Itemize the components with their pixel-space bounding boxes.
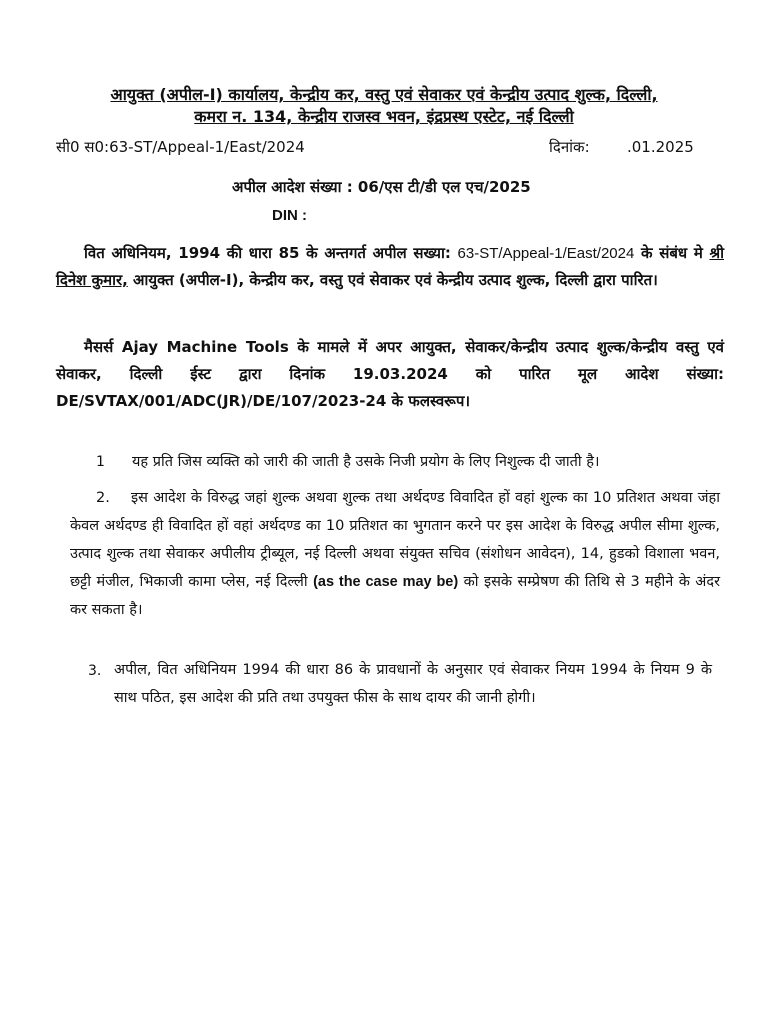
item-2-body [70,484,720,624]
office-header-line-2: कमरा न. 134, केन्द्रीय राजस्व भवन, इंद्रप्रस्थ एस्टेट, नई दिल्ली [194,107,574,126]
case-text: मैसर्स Ajay Machine Tools के मामले में अपर आयुक्त, सेवाकर/केन्द्रीय उत्पाद शुल्क/केन्द्रीय वस्तु एवं सेवाकर, दिल्ली ईस्ट द्वारा दिनांक 19.03.2024 को पारित मूल आदेश संख्या: DE/SVTAX/001/ADC(JR)/DE/107/2023-24 के फलस्वरूप। [56,338,724,410]
item-2-text-b: को इसके सम्प्रेषण की तिथि से 3 महीने के अंदर कर सकता है। [70,574,721,618]
preamble-mid: के संबंध मे [641,244,703,262]
item-2-text-a: इस आदेश के विरुद्ध जहां शुल्क अथवा शुल्क तथा अर्थदण्ड विवादित हों वहां शुल्क का 10 प्रतिशत अथवा जंहा केवल अर्थदण्ड ही विवादित हों वहां अर्थदण्ड का 10 प्रतिशत का भुगतान करने पर इस आदेश के विरुद्ध अपील सीमा शुल्क, उत्पाद शुल्क तथा सेवाकर अपीलीय ट्रीब्यूल, नई दिल्ली अथवा संयुक्त सचिव (संशोधन आवेदन), 14, हुडको विशाला भवन, छट्टी मंजील, भिकाजी कामा प्लेस, नई दिल्ली [70,490,720,590]
date-label: दिनांक: [549,138,590,156]
case-paragraph [56,334,724,415]
preamble-paragraph [56,240,724,294]
item-2-number: 2. [96,490,110,506]
appeal-number: 63-ST/Appeal-1/East/2024 [457,245,635,262]
appeal-order-number: अपील आदेश संख्या : 06/एस टी/डी एल एच/2025 [232,178,531,196]
item-3-number: 3. [88,663,102,679]
officer-name: श्री दिनेश कुमार, [56,244,724,289]
preamble-lead: वित अधिनियम, 1994 की धारा 85 के अन्तगर्त अपील सख्या: [84,244,451,262]
office-header-line-1: आयुक्त (अपील-I) कार्यालय, केन्द्रीय कर, वस्तु एवं सेवाकर एवं केन्द्रीय उत्पाद शुल्क, दिल्ली, [110,85,658,104]
item-1-text: यह प्रति जिस व्यक्ति को जारी की जाती है उसके निजी प्रयोग के लिए निशुल्क दी जाती है। [132,454,600,470]
item-2-text-bold: (as the case may be) [313,574,459,590]
item-3-text: अपील, वित अधिनियम 1994 की धारा 86 के प्रावधानों के अनुसार एवं सेवाकर नियम 1994 के नियम 9 के साथ पठित, इस आदेश की प्रति तथा उपयुक्त फीस के साथ दायर की जानी होगी। [114,662,712,706]
din-label: DIN : [272,207,307,224]
item-2 [70,484,720,624]
item-1-number: 1 [96,454,105,470]
date-value: .01.2025 [627,138,694,156]
preamble-tail: आयुक्त (अपील-I), केन्द्रीय कर, वस्तु एवं सेवाकर एवं केन्द्रीय उत्पाद शुल्क, दिल्ली द्वारा पारित। [133,271,658,289]
file-number: सी0 स0:63-ST/Appeal-1/East/2024 [56,138,305,156]
